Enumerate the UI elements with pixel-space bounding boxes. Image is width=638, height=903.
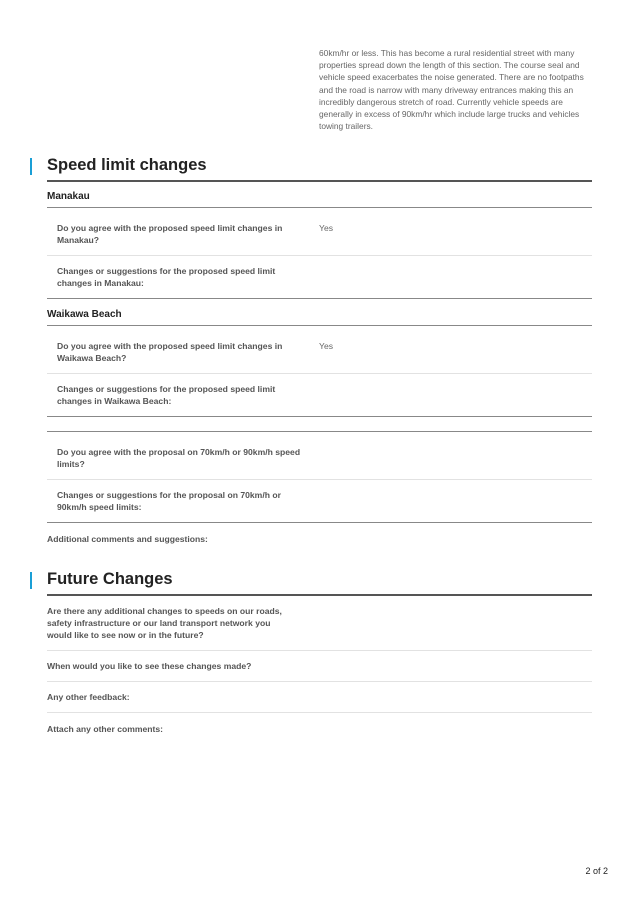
question-manakau-agree: Do you agree with the proposed speed limit changes in Manakau? — [57, 223, 283, 245]
question-attach-comments: Attach any other comments: — [47, 724, 164, 734]
question-waikawa-agree: Do you agree with the proposed speed limit changes in Waikawa Beach? — [57, 341, 283, 363]
group-rule — [47, 325, 592, 326]
section-accent-bar — [30, 572, 32, 589]
group-rule — [47, 522, 592, 523]
question-70-90-agree: Do you agree with the proposal on 70km/h or 90km/h speed limits? — [57, 447, 301, 469]
answer-manakau-agree: Yes — [319, 223, 334, 233]
question-waikawa-suggestions: Changes or suggestions for the proposed speed limit changes in Waikawa Beach: — [57, 384, 276, 406]
group-rule — [47, 431, 592, 432]
intro-paragraph: 60km/hr or less. This has become a rural residential street with many properties spread down the length of this section. The course seal and vehicle speed exacerbates the noise generated. There are no footpaths and the road is narrow with many driveway entrances making this an incredibly dangerous stretch of road. Currently vehicle speeds are generally in excess of 90km/hr which include large trucks and vehicles towing trailers. — [319, 48, 584, 132]
section-title: Future Changes — [47, 570, 173, 588]
page-number: 2 of 2 — [585, 866, 608, 876]
group-rule — [47, 207, 592, 208]
question-other-feedback: Any other feedback: — [47, 692, 130, 702]
section-title: Speed limit changes — [47, 156, 207, 174]
group-rule — [47, 298, 592, 299]
group-title-waikawa: Waikawa Beach — [47, 309, 122, 320]
row-divider — [47, 479, 592, 480]
section-rule — [47, 180, 592, 182]
row-divider — [47, 373, 592, 374]
row-divider — [47, 712, 592, 713]
row-divider — [47, 681, 592, 682]
section-header-speed-limit — [30, 156, 592, 182]
section-header-future-changes — [30, 570, 592, 596]
section-rule — [47, 594, 592, 596]
row-divider — [47, 650, 592, 651]
question-additional-comments: Additional comments and suggestions: — [47, 534, 208, 544]
answer-waikawa-agree: Yes — [319, 341, 334, 351]
question-future-additional-changes: Are there any additional changes to speeds on our roads, safety infrastructure or our land transport network you would like to see now or in the future? — [47, 606, 282, 640]
group-title-manakau: Manakau — [47, 191, 90, 202]
group-rule — [47, 416, 592, 417]
question-manakau-suggestions: Changes or suggestions for the proposed speed limit changes in Manakau: — [57, 266, 276, 288]
row-divider — [47, 255, 592, 256]
question-70-90-suggestions: Changes or suggestions for the proposal on 70km/h or 90km/h speed limits: — [57, 490, 281, 512]
question-future-when: When would you like to see these changes made? — [47, 661, 252, 671]
section-accent-bar — [30, 158, 32, 175]
